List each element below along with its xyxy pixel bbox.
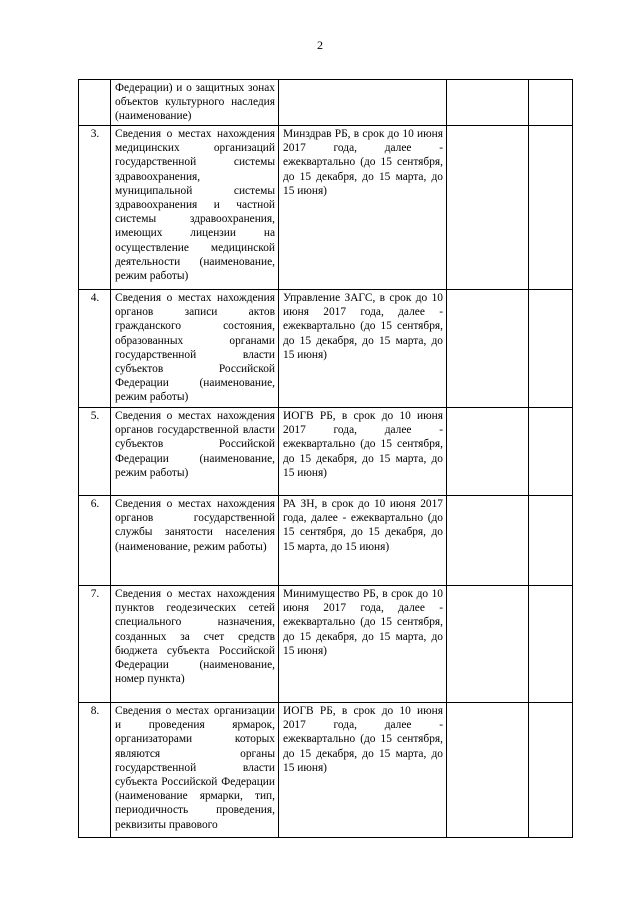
row-responsible-and-deadline-cell [279, 126, 447, 290]
row-responsible-and-deadline-cell [279, 703, 447, 838]
row-responsible-and-deadline: Минимущество РБ, в срок до 10 июня 2017 года, далее - ежеквартально (до 15 сентября, до 15 декабря, до 15 марта, до 15 июня) [283, 588, 443, 657]
page-number: 2 [317, 38, 323, 52]
table-row [79, 496, 573, 586]
row-description-cell [111, 290, 279, 408]
row-responsible-and-deadline: ИОГВ РБ, в срок до 10 июня 2017 года, далее - ежеквартально (до 15 сентября, до 15 декабря, до 15 марта, до 15 июня) [283, 705, 443, 774]
row-responsible-and-deadline: ИОГВ РБ, в срок до 10 июня 2017 года, далее - ежеквартально (до 15 сентября, до 15 декабря, до 15 марта, до 15 июня) [283, 410, 443, 479]
row-description-cell [111, 80, 279, 126]
row-responsible-and-deadline: Минздрав РБ, в срок до 10 июня 2017 года, далее - ежеквартально (до 15 сентября, до 15 декабря, до 15 марта, до 15 июня) [283, 128, 443, 197]
row-description-cell [111, 703, 279, 838]
table-row [79, 586, 573, 703]
row-number: 8. [90, 705, 100, 717]
table-row [79, 126, 573, 290]
row-empty-cell-cell [529, 586, 573, 703]
table-row [79, 703, 573, 838]
row-number: 5. [90, 410, 100, 422]
row-responsible-and-deadline: РА ЗН, в срок до 10 июня 2017 года, далее - ежеквартально (до 15 сентября, до 15 декабря, до 15 марта, до 15 июня) [283, 498, 443, 553]
row-responsible-and-deadline-cell [279, 496, 447, 586]
row-number-cell [79, 496, 111, 586]
schedule-table-body [79, 80, 573, 838]
row-number-cell [79, 408, 111, 496]
row-responsible-and-deadline-cell [279, 80, 447, 126]
row-empty-cell-cell [529, 703, 573, 838]
row-number-cell [79, 126, 111, 290]
row-empty-cell-cell [447, 408, 529, 496]
schedule-table [78, 79, 573, 838]
row-description: Сведения о местах нахождения медицинских организаций государственной системы здравоохранения, муниципальной системы здравоохранения и частной системы здравоохранения, имеющих лицензии на осуществление медицинской деятельности (наименование, режим работы) [115, 128, 275, 283]
row-empty-cell-cell [529, 408, 573, 496]
row-description-cell [111, 126, 279, 290]
row-number: 7. [90, 588, 100, 600]
row-empty-cell-cell [529, 126, 573, 290]
row-empty-cell-cell [447, 703, 529, 838]
row-description-cell [111, 496, 279, 586]
row-description: Сведения о местах организации и проведения ярмарок, организаторами которых являются органы государственной власти субъекта Российской Федерации (наименование ярмарки, тип, периодичность проведения, реквизиты правового [115, 705, 275, 831]
row-description: Сведения о местах нахождения органов государственной власти субъектов Российской Федерации (наименование, режим работы) [115, 410, 275, 479]
row-empty-cell-cell [529, 496, 573, 586]
table-row [79, 290, 573, 408]
row-description-cell [111, 586, 279, 703]
row-empty-cell-cell [447, 586, 529, 703]
row-number-cell [79, 586, 111, 703]
row-responsible-and-deadline-cell [279, 408, 447, 496]
row-description: Сведения о местах нахождения органов записи актов гражданского состояния, образованных органами государственной власти субъектов Российской Федерации (наименование, режим работы) [115, 292, 275, 404]
row-number-cell [79, 80, 111, 126]
row-number-cell [79, 703, 111, 838]
row-empty-cell-cell [529, 290, 573, 408]
table-row [79, 80, 573, 126]
row-description-cell [111, 408, 279, 496]
row-number-cell [79, 290, 111, 408]
row-empty-cell-cell [447, 496, 529, 586]
row-responsible-and-deadline: Управление ЗАГС, в срок до 10 июня 2017 года, далее - ежеквартально (до 15 сентября, до 15 декабря, до 15 марта, до 15 июня) [283, 292, 443, 361]
row-description: Федерации) и о защитных зонах объектов культурного наследия (наименование) [115, 82, 275, 123]
row-responsible-and-deadline-cell [279, 586, 447, 703]
row-empty-cell-cell [447, 290, 529, 408]
row-empty-cell-cell [447, 126, 529, 290]
row-description: Сведения о местах нахождения пунктов геодезических сетей специального назначения, созданных за счет средств бюджета субъекта Российской Федерации (наименование, номер пункта) [115, 588, 275, 686]
row-number: 4. [90, 292, 100, 304]
row-description: Сведения о местах нахождения органов государственной службы занятости населения (наименование, режим работы) [115, 498, 275, 553]
row-number: 3. [90, 128, 100, 140]
row-empty-cell-cell [529, 80, 573, 126]
row-number: 6. [90, 498, 100, 510]
table-row [79, 408, 573, 496]
row-empty-cell-cell [447, 80, 529, 126]
row-responsible-and-deadline-cell [279, 290, 447, 408]
